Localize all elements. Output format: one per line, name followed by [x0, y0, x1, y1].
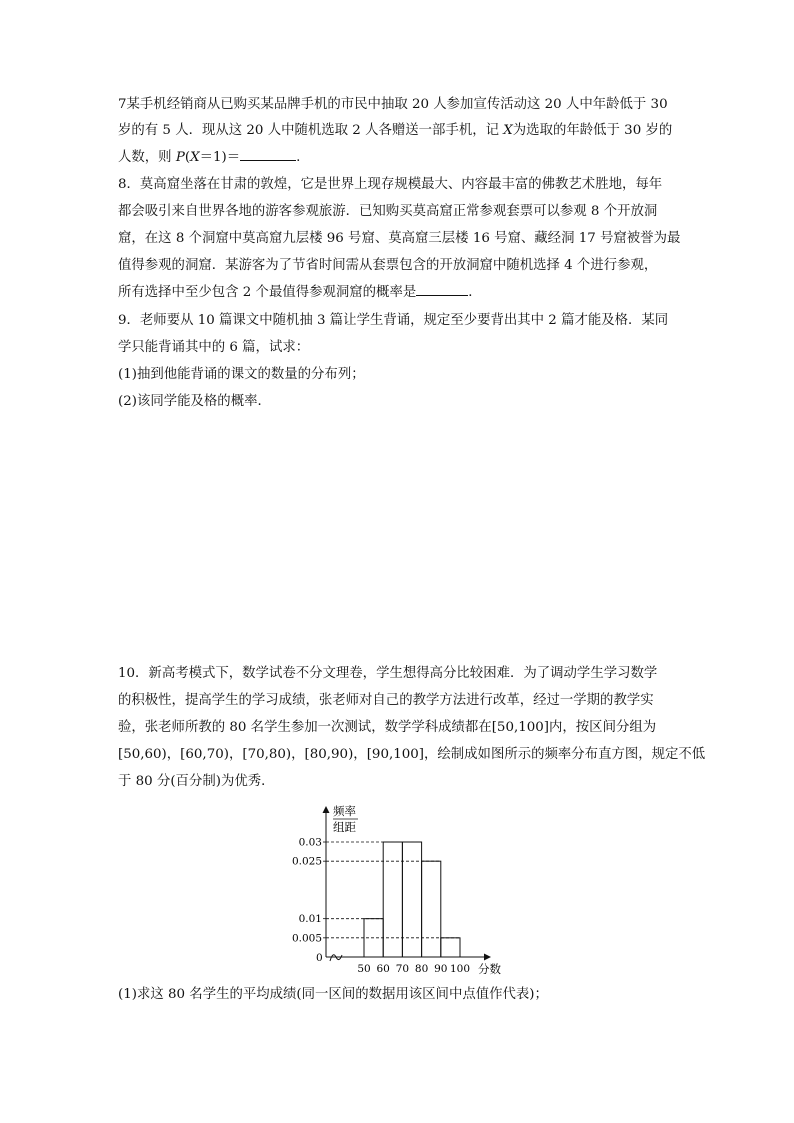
q9-part-1: (1)抽到他能背诵的课文的数量的分布列；: [118, 367, 365, 382]
histogram-bar: [383, 842, 402, 957]
x-axis-label: 分数: [478, 962, 501, 976]
x-tick-label: 100: [449, 963, 471, 975]
frequency-histogram: [291, 795, 516, 980]
q7-line-1: 7某手机经销商从已购买某品牌手机的市民中抽取 20 人参加宣传活动这 20 人中年龄低于 30: [118, 97, 668, 112]
y-tick-label: 0.005: [291, 932, 322, 945]
q7-expr-p: P: [175, 150, 185, 165]
y-tick-label: 0.025: [291, 855, 322, 868]
q7-line-3-text: 人数，则: [118, 150, 176, 165]
q7-line-3: [118, 147, 300, 169]
q10-part-1: (1)求这 80 名学生的平均成绩(同一区间的数据用该区间中点值作代表)；: [118, 987, 548, 1002]
q9-part-2: (2)该同学能及格的概率．: [118, 394, 271, 409]
q8-line-5: [118, 282, 482, 304]
y-tick-label: 0.03: [298, 836, 322, 849]
q8-line-3: 窟，在这 8 个洞窟中莫高窟九层楼 96 号窟、莫高窟三层楼 16 号窟、藏经洞 17 号窟被誉为最: [118, 231, 681, 246]
q9-line-1: 9．老师要从 10 篇课文中随机抽 3 篇让学生背诵，规定至少要背出其中 2 篇才能及格．某同: [118, 313, 669, 328]
y-tick-label: 0.01: [298, 913, 322, 926]
origin-label: 0: [316, 952, 323, 964]
q8-line-4: 值得参观的洞窟．某游客为了节省时间需从套票包含的开放洞窟中随机选择 4 个进行参观，: [118, 258, 658, 273]
q7-line-3-end: .: [296, 150, 301, 165]
q8-line-5-text: 所有选择中至少包含 2 个最值得参观洞窟的概率是: [118, 285, 417, 300]
histogram-bar: [422, 861, 441, 957]
q10-line-5: 于 80 分(百分制)为优秀．: [118, 774, 275, 789]
q8-line-1: 8．莫高窟坐落在甘肃的敦煌，它是世界上现存规模最大、内容最丰富的佛教艺术胜地，每年: [118, 177, 663, 192]
y-label-denominator: 组距: [333, 820, 356, 834]
q7-answer-blank[interactable]: [240, 148, 296, 161]
q7-line-2-text-b: 为选取的年龄低于 30 岁的: [512, 123, 673, 138]
q7-expr-rest: ＝1)＝: [199, 150, 241, 165]
axis-break-mark: [330, 955, 342, 961]
q10-line-2: 的积极性，提高学生的学习成绩，张老师对自己的教学方法进行改革，经过一学期的教学实: [118, 693, 654, 708]
q7-expr-x: X: [190, 150, 200, 165]
q7-line-2-text-a: 岁的有 5 人．现从这 20 人中随机选取 2 人各赠送一部手机，记: [118, 123, 504, 138]
histogram-bar: [441, 938, 460, 957]
x-tick-label: 80: [414, 963, 429, 975]
q10-line-4: [50,60)，[60,70)，[70,80)，[80,90)，[90,100]，绘制成如图所示的频率分布直方图，规定不低: [118, 747, 706, 762]
x-tick-label: 60: [376, 963, 390, 975]
x-tick-label: 90: [434, 963, 448, 975]
q8-answer-blank[interactable]: [416, 283, 468, 296]
q10-line-3: 验，张老师所教的 80 名学生参加一次测试，数学学科成绩都在[50,100]内，按区间分组为: [118, 720, 657, 735]
q9-line-2: 学只能背诵其中的 6 篇，试求：: [118, 340, 310, 355]
q8-line-5-end: ．: [468, 285, 482, 300]
x-tick-label: 70: [395, 963, 410, 975]
y-label-numerator: 频率: [333, 804, 356, 818]
q7-variable-x: X: [503, 123, 513, 138]
histogram-bar: [402, 842, 421, 957]
q10-line-1: 10．新高考模式下，数学试卷不分文理卷，学生想得高分比较困难．为了调动学生学习数学: [118, 666, 658, 681]
q7-line-2: [118, 120, 672, 142]
q8-line-2: 都会吸引来自世界各地的游客参观旅游．已知购买莫高窟正常参观套票可以参观 8 个开放洞: [118, 204, 658, 219]
x-tick-label: 50: [357, 963, 371, 975]
q7-expr-open: (: [184, 150, 191, 165]
